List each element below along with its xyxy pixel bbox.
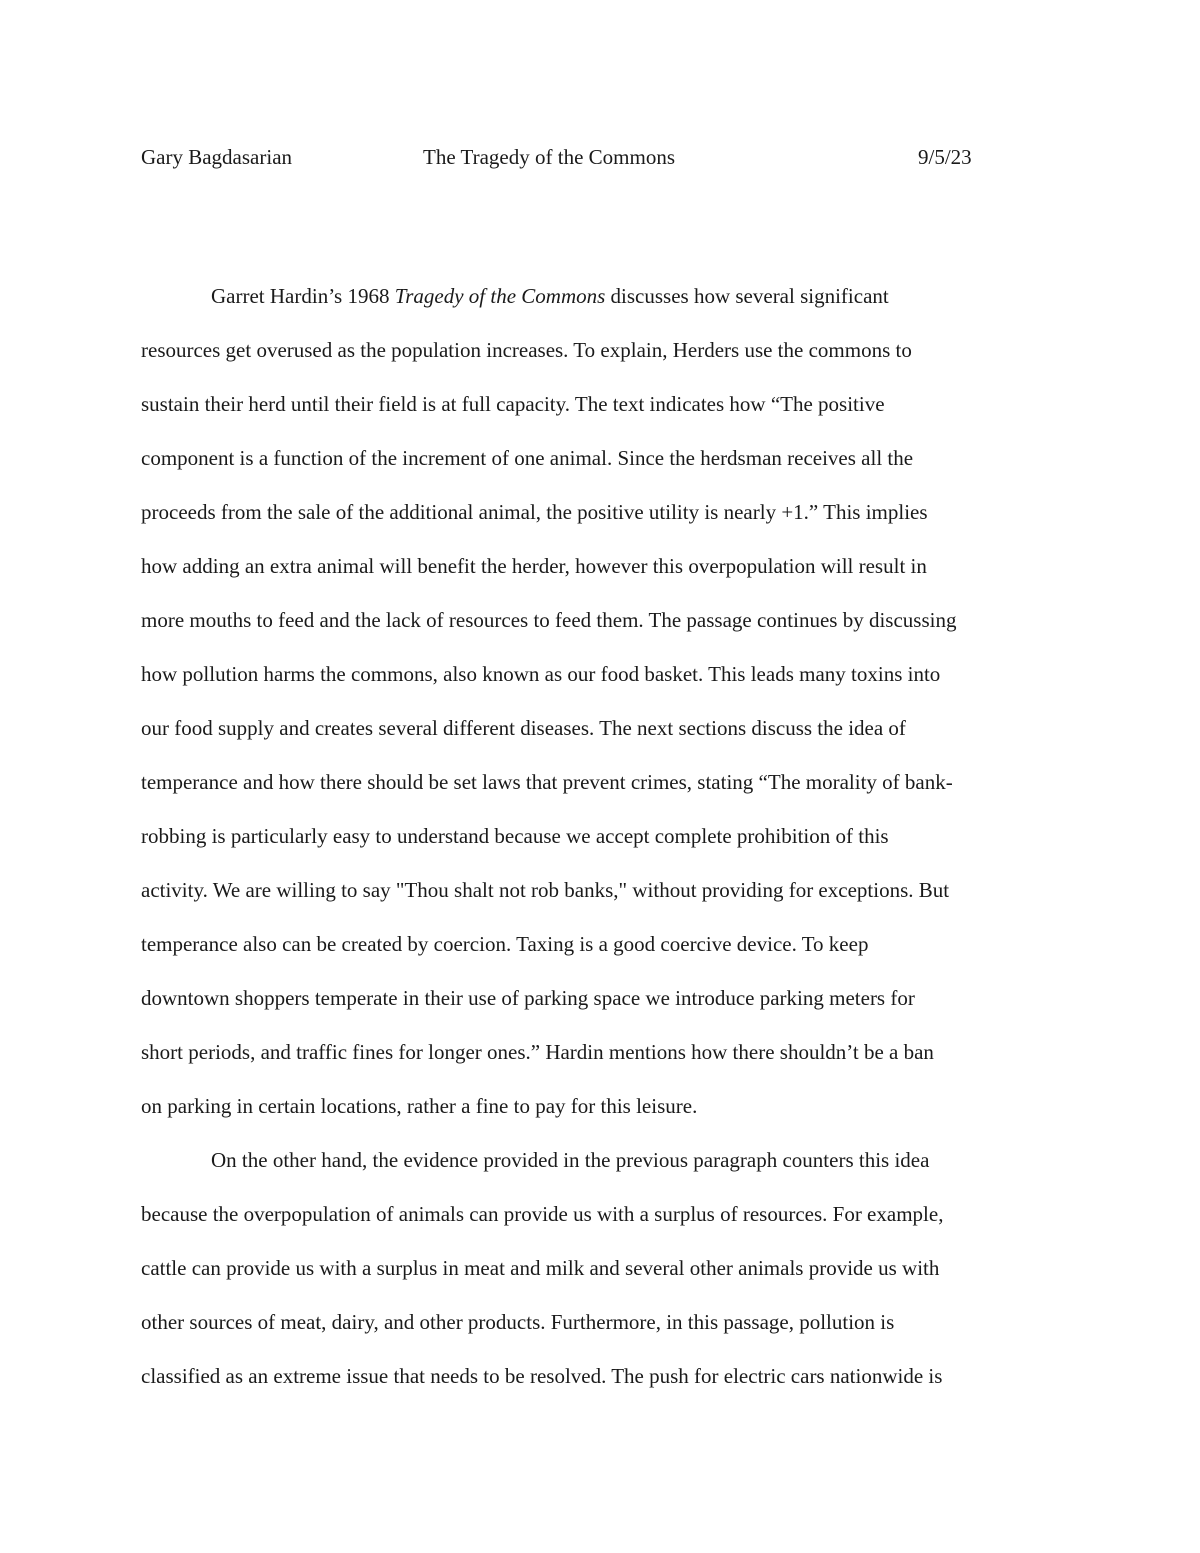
paragraph-line: other sources of meat, dairy, and other products. Furthermore, in this passage, pollution is (141, 1310, 895, 1334)
paragraph-line: classified as an extreme issue that needs to be resolved. The push for electric cars nationwide is (141, 1364, 943, 1388)
paragraph-line: on parking in certain locations, rather a fine to pay for this leisure. (141, 1094, 698, 1118)
document-body (141, 269, 1061, 1403)
paragraph-line: how pollution harms the commons, also known as our food basket. This leads many toxins into (141, 662, 941, 686)
paragraph-line: temperance and how there should be set laws that prevent crimes, stating “The morality of bank- (141, 770, 953, 794)
paragraph-line: activity. We are willing to say "Thou shalt not rob banks," without providing for exceptions. But (141, 878, 950, 902)
paragraph-1 (141, 269, 1061, 1133)
document-date: 9/5/23 (918, 145, 972, 169)
paragraph-line: On the other hand, the evidence provided in the previous paragraph counters this idea (211, 1148, 930, 1172)
paragraph-line: how adding an extra animal will benefit the herder, however this overpopulation will result in (141, 554, 927, 578)
paragraph-line: component is a function of the increment of one animal. Since the herdsman receives all the (141, 446, 914, 470)
paragraph-line: robbing is particularly easy to understand because we accept complete prohibition of this (141, 824, 889, 848)
paragraph-line: cattle can provide us with a surplus in meat and milk and several other animals provide us with (141, 1256, 940, 1280)
paragraph-2 (141, 1133, 1061, 1403)
paragraph-line (141, 269, 1061, 323)
paragraph-line: more mouths to feed and the lack of resources to feed them. The passage continues by discussing (141, 608, 957, 632)
text-run: discusses how several significant (605, 284, 889, 308)
paragraph-line: downtown shoppers temperate in their use of parking space we introduce parking meters for (141, 986, 915, 1010)
paragraph-line: resources get overused as the population increases. To explain, Herders use the commons to (141, 338, 912, 362)
text-run: Garret Hardin’s 1968 (211, 284, 395, 308)
paragraph-line: temperance also can be created by coercion. Taxing is a good coercive device. To keep (141, 932, 869, 956)
paragraph-line: short periods, and traffic fines for longer ones.” Hardin mentions how there shouldn’t be a ban (141, 1040, 934, 1064)
document-title: The Tragedy of the Commons (423, 145, 675, 169)
paragraph-line: sustain their herd until their field is at full capacity. The text indicates how “The positive (141, 392, 885, 416)
book-title-italic: Tragedy of the Commons (394, 284, 606, 308)
paragraph-line: our food supply and creates several different diseases. The next sections discuss the idea of (141, 716, 906, 740)
paragraph-line: proceeds from the sale of the additional animal, the positive utility is nearly +1.” This implies (141, 500, 928, 524)
author-name: Gary Bagdasarian (141, 145, 293, 169)
paragraph-line: because the overpopulation of animals can provide us with a surplus of resources. For example, (141, 1202, 944, 1226)
page-header (141, 142, 1041, 172)
